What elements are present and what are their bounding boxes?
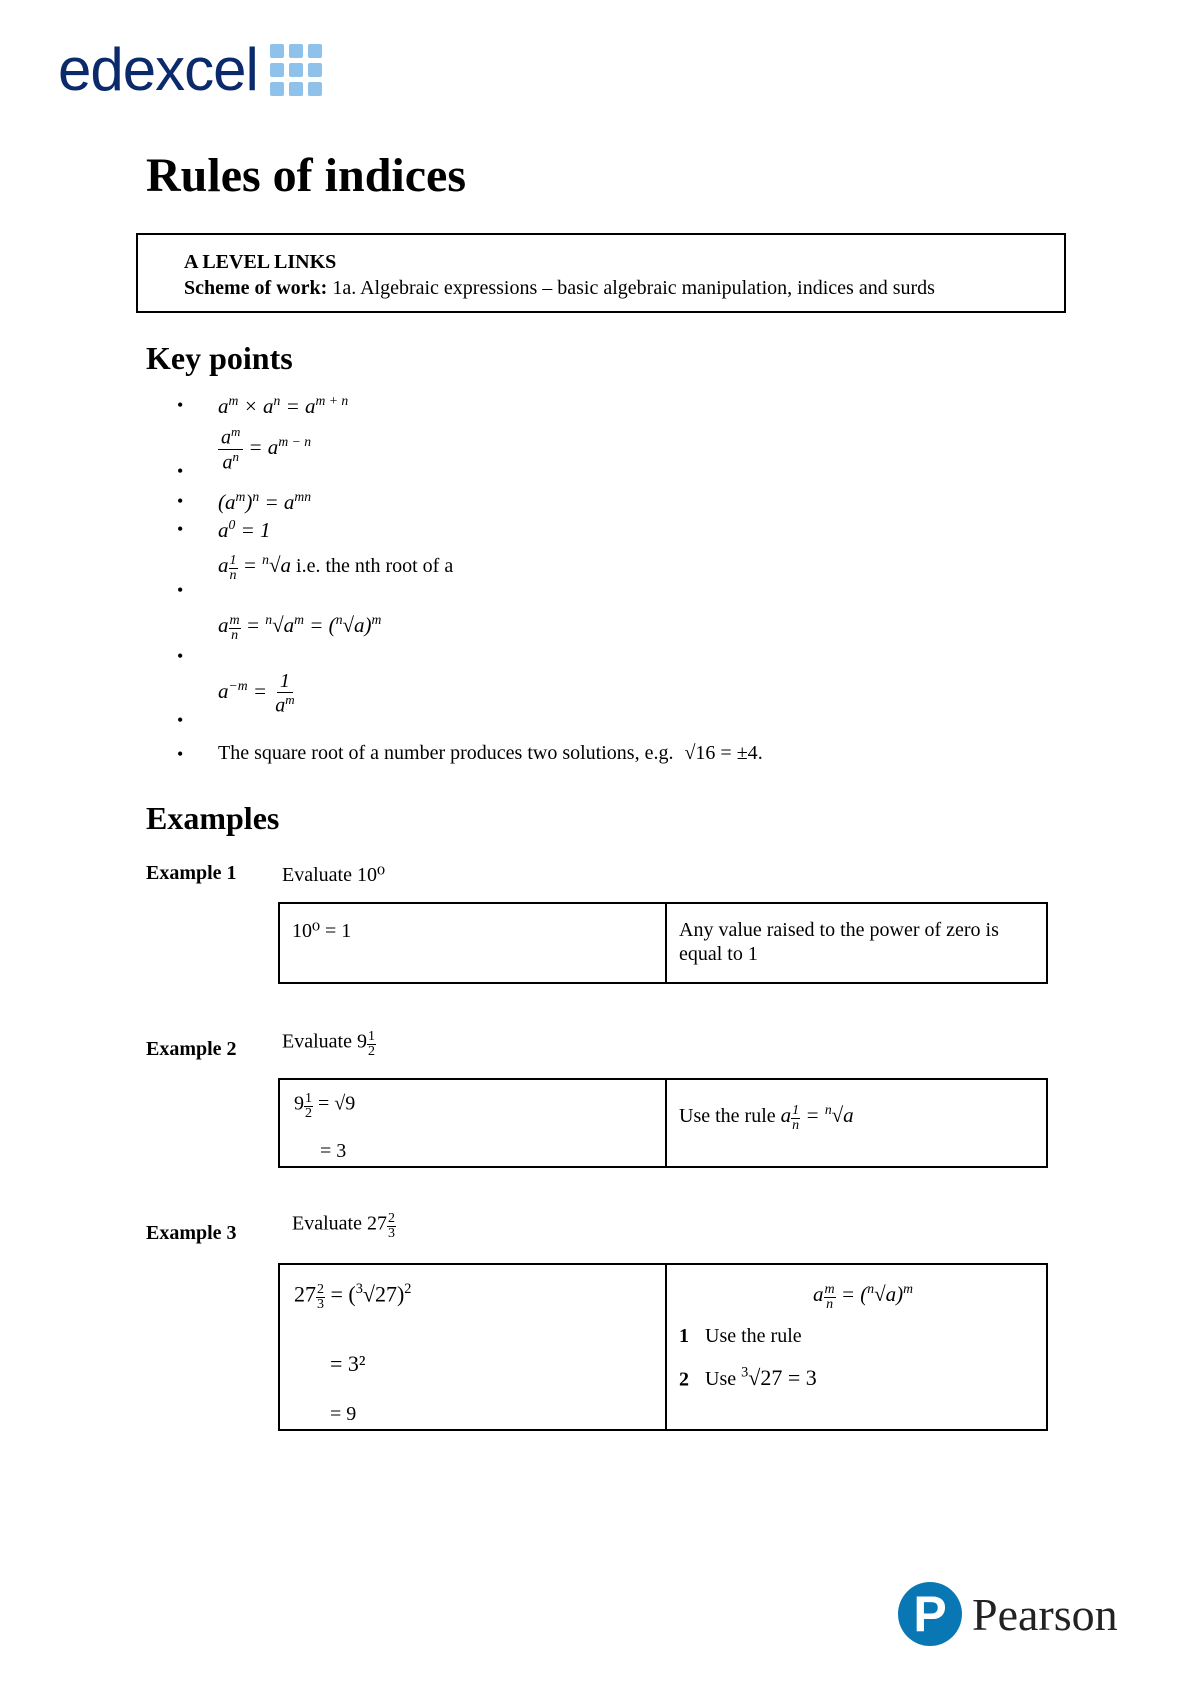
square-root-text: The square root of a number produces two solutions, e.g. [218,742,674,764]
page-title: Rules of indices [146,149,467,202]
example-1-working: 10⁰ = 1 [280,904,667,982]
square-root-example: √16 = ±4 [684,742,758,764]
a-level-links-heading: A LEVEL LINKS [184,251,337,273]
pearson-logo [898,1582,1118,1646]
key-points-heading: Key points [146,340,293,376]
example-3-explanation: a $\frac{m}{n}$ = $(^n√a)^m$ 1 Use the rule 2 Use $^3$√27 = 3 [679,1281,914,1391]
example-3-label: Example 3 [146,1222,237,1244]
pearson-logo-icon: P [898,1582,962,1646]
rule-multiply: • $a^m \times a^n = a^{m + n}$ [177,393,349,418]
example-1-question: Evaluate 10⁰ [282,864,385,886]
example-3-table [278,1263,1048,1431]
examples-heading: Examples [146,800,280,836]
scheme-of-work-text: 1a. Algebraic expressions – basic algebraic manipulation, indices and surds [327,277,935,299]
example-3-working: 27 $\frac{2}{3}$ = $(^3√27)^2$ = 3² = 9 [280,1265,667,1429]
rule-power-of-power: • $(a^m)^n = a^{mn}$ [177,489,312,514]
scheme-of-work-label: Scheme of work: [184,277,328,299]
example-2-question: Evaluate 9 $\frac{1}{2}$ [282,1029,375,1059]
example-1-table [278,902,1048,984]
example-2-label: Example 2 [146,1038,237,1060]
example-1-explanation: Any value raised to the power of zero is equal to 1 [679,919,999,965]
rule-nth-root: • a $\frac{1}{n}$ = $^n$√a i.e. the nth root of a [177,552,454,600]
example-2-table [278,1078,1048,1168]
example-2-working: 9 $\frac{1}{2}$ = √9 = 3 [280,1080,667,1166]
nth-root-note: i.e. the nth root of a [296,555,454,577]
rule-square-root: • The square root of a number produces two solutions, e.g. √16 = ±4. [177,742,763,764]
example-2-explanation: Use the rule a $\frac{1}{n}$ = $^n$√a [679,1102,854,1133]
a-level-links-box [136,233,1066,313]
step-1-number: 1 [679,1325,689,1347]
pearson-logo-text: Pearson [972,1588,1118,1640]
edexcel-logo [58,36,322,103]
edexcel-logo-icon [270,44,322,96]
example-1-label: Example 1 [146,862,237,884]
scheme-of-work [184,277,935,300]
rule-zero-power: • $a^0 = 1$ [177,517,271,542]
step-2-number: 2 [679,1368,689,1391]
rule-negative-power: • $a^{-m}$ = $\frac{1}{a^m}$ [177,670,295,730]
edexcel-logo-text: edexcel [58,36,258,103]
rule-divide: • $\frac{a^m}{a^n}$ = $a^{m - n}$ [177,424,312,481]
rule-fractional-power: • a $\frac{m}{n}$ = $^n√a^m = (^n√a)^m$ [177,612,382,666]
example-3-question: Evaluate 27 $\frac{2}{3}$ [292,1211,395,1241]
